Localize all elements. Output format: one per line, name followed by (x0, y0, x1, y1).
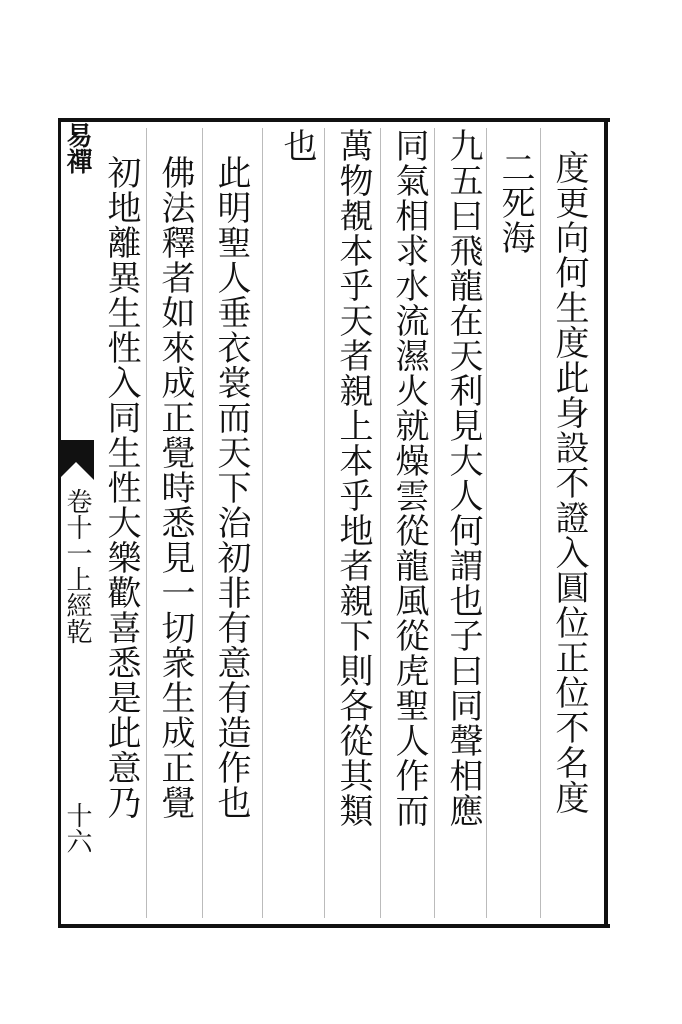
text-column-3: 九五曰飛龍在天利見大人何謂也子曰同聲相應 (443, 128, 483, 828)
right-border-rule (604, 118, 608, 928)
margin-chapter-label: 卷十一上經乾 (62, 488, 92, 644)
column-divider (262, 128, 263, 918)
column-divider (324, 128, 325, 918)
margin-book-title: 易禪 (62, 122, 92, 174)
top-border-rule (58, 118, 610, 122)
fish-tail-mark-icon (58, 440, 94, 480)
text-column-9: 初地離異生性入同生性大樂歡喜悉是此意乃 (101, 155, 141, 820)
column-divider (380, 128, 381, 918)
text-column-8: 佛法釋者如來成正覺時悉見一切衆生成正覺 (155, 155, 195, 820)
column-divider (434, 128, 435, 918)
column-divider (202, 128, 203, 918)
column-divider (540, 128, 541, 918)
text-column-6: 也 (277, 128, 317, 163)
margin-folio-number: 十六 (62, 802, 92, 854)
text-column-2: 二死海 (495, 150, 535, 255)
text-column-4: 同氣相求水流濕火就燥雲從龍風從虎聖人作而 (389, 128, 429, 828)
text-column-7: 此明聖人垂衣裳而天下治初非有意有造作也 (211, 155, 251, 820)
text-column-1: 度更向何生度此身設不證入圓位正位不名度 (549, 150, 589, 815)
text-column-5: 萬物覩本乎天者親上本乎地者親下則各從其類 (333, 128, 373, 828)
column-divider (486, 128, 487, 918)
center-margin-gutter (58, 118, 96, 928)
column-divider (146, 128, 147, 918)
